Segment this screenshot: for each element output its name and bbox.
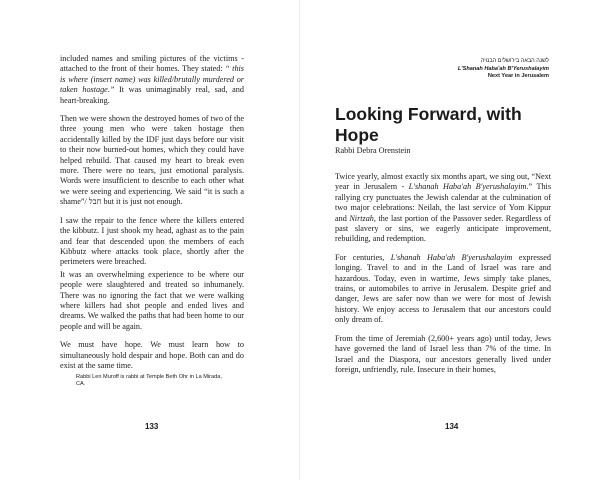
running-head-hebrew: לשנה הבאה בירושלים הבנויה bbox=[480, 58, 549, 64]
text-span: expressed longing. Travel to and in the Land of Israel was rare and hazardous. Today, even in wartime, Jews simply take planes, trains, or automobiles to arrive in Jerusalem. Despite grief and danger, Jews are safer now than we were for most of Jewish history. We enjoy access to Jerusalem that our ancestors could only dream of. bbox=[335, 252, 551, 325]
chapter-title: Looking Forward, with Hope bbox=[335, 104, 522, 145]
paragraph bbox=[60, 216, 244, 268]
text-span: Then we were shown the destroyed homes of two of the three young men who were taken hostage then accidentally killed by the IDF just days before our visit to their now burned-out homes, which they could have helped rebuild. That caused my heart to break even more. There were no tears, just emotional paralysis. Words were insufficient to describe to each other what we were seeing and experiencing. We said “it is such a shame”/ חבל but it is just not enough. bbox=[60, 114, 244, 207]
left-page-body bbox=[60, 54, 244, 379]
paragraph bbox=[60, 340, 244, 371]
page-number: 133 bbox=[145, 422, 159, 431]
author-byline: Rabbi Debra Orenstein bbox=[335, 146, 411, 155]
text-span: , the last portion of the Passover seder. Regardless of past slavery or sins, we eagerly anticipate improvement, rebuilding, and redemption. bbox=[335, 213, 551, 244]
page-number: 134 bbox=[445, 422, 459, 431]
italic-phrase: L'shanah Haba'ah B'yerushalayim bbox=[390, 252, 513, 262]
text-span: It was unimaginably real, sad, and heart-breaking. bbox=[60, 85, 244, 105]
italic-quote: “ this is where (insert name) was killed/brutally murdered or taken hostage.” bbox=[60, 64, 244, 95]
text-span: For centuries, bbox=[335, 252, 391, 262]
author-footnote: Rabbi Len Muroff is rabbi at Temple Beth Ohr in La Mirada, CA. bbox=[76, 374, 222, 388]
text-span: We must have hope. We must learn how to simultaneously hold despair and hope. Both can and do exist at the same time. bbox=[60, 340, 244, 370]
running-head bbox=[458, 58, 549, 81]
text-span: included names and smiling pictures of the victims - attached to the front of their homes. They stated: bbox=[60, 54, 244, 74]
text-span: It was an overwhelming experience to be where our people were slaughtered and treated so inhumanely. There was no ignoring the fact that we were walking where killers had shot people and ended lives and dreams. We walked the paths that had been home to our people and will be again. bbox=[60, 269, 244, 331]
paragraph bbox=[335, 334, 551, 376]
paragraph bbox=[60, 270, 244, 332]
running-head-transliteration: L'Shanah Haba'ah B'Yerushalayim bbox=[457, 65, 549, 72]
paragraph bbox=[60, 54, 244, 106]
paragraph bbox=[335, 253, 551, 326]
paragraph bbox=[335, 172, 551, 245]
running-head-english: Next Year in Jerusalem bbox=[487, 73, 549, 80]
paragraph bbox=[60, 114, 244, 208]
text-span: ” This rallying cry punctuates the Jewish calendar at the culmination of two major celebrations: Neilah, the last service of Yom Kippur and bbox=[335, 182, 552, 223]
text-span: From the time of Jeremiah (2,600+ years ago) until today, Jews have governed the land of Israel less than 7% of the time. In Israel and the Diaspora, our ancestors generally lived under foreign, unfriendly, rule. Insecure in their homes, bbox=[335, 333, 551, 374]
italic-phrase: L'shanah Haba'ah B'yerushalayim. bbox=[408, 182, 529, 192]
italic-phrase: Nirtzah bbox=[349, 213, 374, 223]
text-span: I saw the repair to the fence where the killers entered the kibbutz. I just shook my head, aghast as to the pain and fear that descended upon the members of each Kibbutz where attacks took place, shortly after the perimeters were breached. bbox=[60, 215, 244, 267]
right-page-body bbox=[335, 172, 551, 383]
text-span: Twice yearly, almost exactly six months apart, we sing out, “Next year in Jerusalem - bbox=[335, 172, 551, 192]
